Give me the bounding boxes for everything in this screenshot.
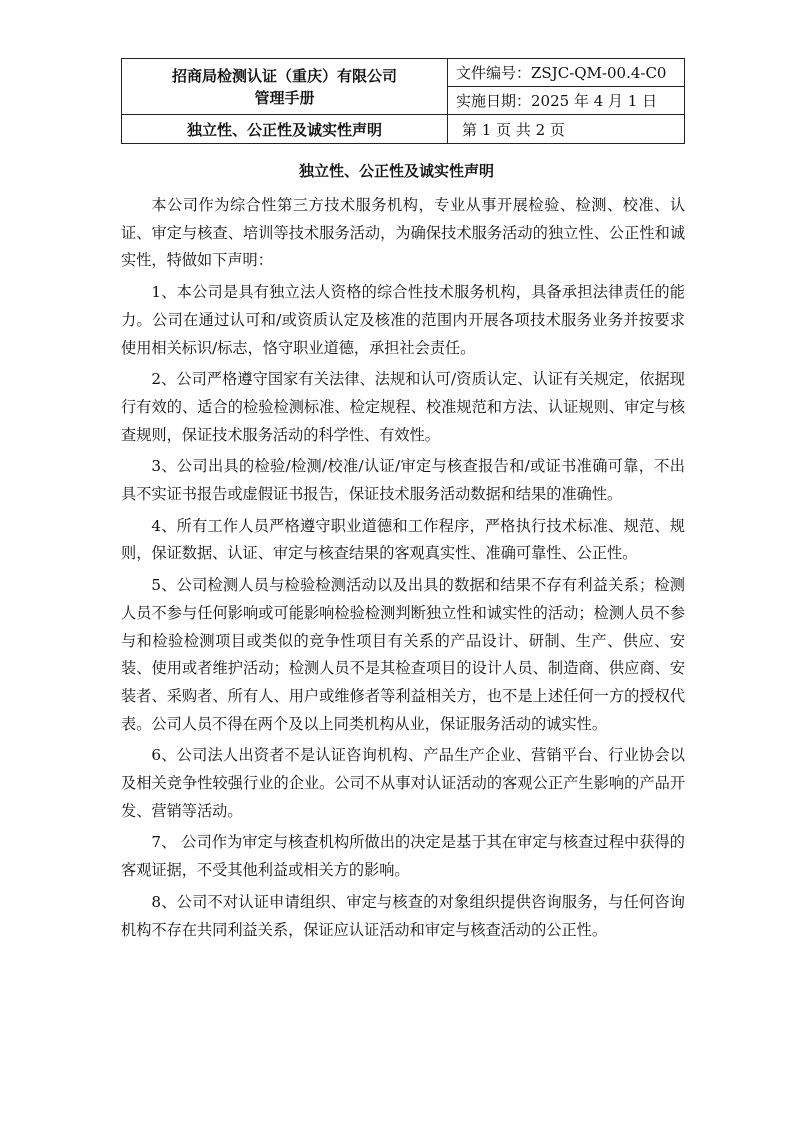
- company-cell: [122, 59, 448, 115]
- paragraph-6: 6、公司法人出资者不是认证咨询机构、产品生产企业、营销平台、行业协会以及相关竞争性较强行业的企业。公司不从事对认证活动的客观公正产生影响的产品开发、营销等活动。: [121, 746, 685, 820]
- section-title: 独立性、公正性及诚实性声明: [122, 115, 448, 144]
- document-body: [121, 192, 685, 948]
- manual-name: 管理手册: [254, 88, 315, 107]
- page-info: 第 1 页 共 2 页: [448, 115, 685, 144]
- doc-number: 文件编号：ZSJC-QM-00.4-C0: [448, 59, 685, 87]
- document-header-table: [121, 58, 685, 144]
- paragraph-4: 4、所有工作人员严格遵守职业道德和工作程序，严格执行技术标准、规范、规则，保证数据、认证、审定与核查结果的客观真实性、准确可靠性、公正性。: [121, 516, 685, 563]
- paragraph-7: 7、 公司作为审定与核查机构所做出的决定是基于其在审定与核查过程中获得的客观证据，不受其他利益或相关方的影响。: [121, 833, 685, 880]
- paragraph-5: 5、公司检测人员与检验检测活动以及出具的数据和结果不存有利益关系；检测人员不参与任何影响或可能影响检验检测判断独立性和诚实性的活动；检测人员不参与和检验检测项目或类似的竞争性项目有关系的产品设计、研制、生产、供应、安装、使用或者维护活动；检测人员不是其检查项目的设计人员、制造商、供应商、安装者、采购者、所有人、用户或维修者等利益相关方，也不是上述任何一方的授权代表。公司人员不得在两个及以上同类机构从业，保证服务活动的诚实性。: [121, 576, 685, 733]
- paragraph-2: 2、公司严格遵守国家有关法律、法规和认可/资质认定、认证有关规定，依据现行有效的、适合的检验检测标准、检定规程、校准规范和方法、认证规则、审定与核查规则，保证技术服务活动的科学性、有效性。: [121, 370, 685, 444]
- document-title: 独立性、公正性及诚实性声明: [298, 162, 494, 180]
- paragraph-1: 1、本公司是具有独立法人资格的综合性技术服务机构，具备承担法律责任的能力。公司在通过认可和/或资质认定及核准的范围内开展各项技术服务业务并按要求使用相关标识/标志，恪守职业道德，承担社会责任。: [121, 283, 685, 357]
- paragraph-intro: 本公司作为综合性第三方技术服务机构，专业从事开展检验、检测、校准、认证、审定与核查、培训等技术服务活动，为确保技术服务活动的独立性、公正性和诚实性，特做如下声明：: [121, 196, 685, 270]
- paragraph-3: 3、公司出具的检验/检测/校准/认证/审定与核查报告和/或证书准确可靠，不出具不实证书报告或虚假证书报告，保证技术服务活动数据和结果的准确性。: [121, 457, 685, 504]
- paragraph-8: 8、公司不对认证申请组织、审定与核查的对象组织提供咨询服务，与任何咨询机构不存在共同利益关系，保证应认证活动和审定与核查活动的公正性。: [121, 892, 685, 939]
- effective-date: 实施日期：2025 年 4 月 1 日: [448, 87, 685, 115]
- company-name: 招商局检测认证（重庆）有限公司: [171, 66, 397, 85]
